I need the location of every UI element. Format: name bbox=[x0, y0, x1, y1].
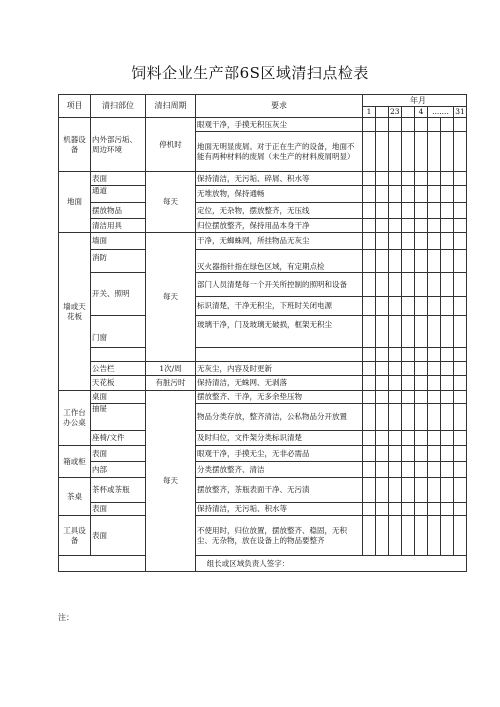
check-cell[interactable] bbox=[454, 362, 467, 376]
check-cell[interactable] bbox=[415, 186, 428, 203]
check-cell[interactable] bbox=[363, 273, 376, 297]
tea-req-cup: 摆放整齐，茶瓶表面干净、无污渍 bbox=[196, 478, 363, 503]
check-cell[interactable] bbox=[402, 431, 415, 446]
check-cell[interactable] bbox=[415, 376, 428, 391]
section-floor: 地面 bbox=[59, 172, 91, 233]
desk-part-top: 桌面 bbox=[91, 391, 146, 404]
check-cell[interactable] bbox=[363, 172, 376, 186]
check-cell[interactable] bbox=[376, 446, 389, 462]
check-cell[interactable] bbox=[363, 503, 376, 516]
section-tea: 茶桌 bbox=[59, 478, 91, 516]
check-cell[interactable] bbox=[454, 462, 467, 478]
check-cell[interactable] bbox=[454, 118, 467, 132]
check-cell[interactable] bbox=[441, 250, 454, 273]
check-cell[interactable] bbox=[415, 118, 428, 132]
check-cell[interactable] bbox=[454, 431, 467, 446]
floor-part-surface: 表面 bbox=[91, 172, 146, 186]
check-cell[interactable] bbox=[363, 376, 376, 391]
check-cell[interactable] bbox=[415, 404, 428, 431]
check-cell[interactable] bbox=[363, 348, 376, 362]
check-cell[interactable] bbox=[441, 446, 454, 462]
check-cell[interactable] bbox=[376, 186, 389, 203]
tea-part-cup: 茶杯或茶瓶 bbox=[91, 478, 146, 503]
header-project: 项目 bbox=[59, 95, 91, 118]
cabinet-part-surface: 表面 bbox=[91, 446, 146, 462]
floor-req-aisle: 无堆放物，保持通畅 bbox=[196, 186, 363, 203]
check-cell[interactable] bbox=[376, 219, 389, 233]
check-cell[interactable] bbox=[389, 391, 402, 404]
check-cell[interactable] bbox=[428, 446, 441, 462]
check-cell[interactable] bbox=[454, 478, 467, 503]
check-cell[interactable] bbox=[389, 250, 402, 273]
check-cell[interactable] bbox=[376, 503, 389, 516]
check-cell[interactable] bbox=[454, 391, 467, 404]
check-cell[interactable] bbox=[415, 172, 428, 186]
check-cell[interactable] bbox=[415, 233, 428, 250]
check-cell[interactable] bbox=[428, 233, 441, 250]
check-cell[interactable] bbox=[389, 446, 402, 462]
check-cell[interactable] bbox=[376, 203, 389, 219]
check-cell[interactable] bbox=[454, 219, 467, 233]
check-cell[interactable] bbox=[402, 478, 415, 503]
check-cell[interactable] bbox=[415, 446, 428, 462]
check-cell[interactable] bbox=[402, 316, 415, 348]
check-cell[interactable] bbox=[363, 362, 376, 376]
check-cell[interactable] bbox=[428, 462, 441, 478]
check-cell[interactable] bbox=[428, 219, 441, 233]
check-cell[interactable] bbox=[402, 118, 415, 132]
check-cell[interactable] bbox=[402, 503, 415, 516]
check-cell[interactable] bbox=[441, 273, 454, 297]
wall-part-ceiling: 天花板 bbox=[91, 376, 146, 391]
wall-cycle: 每天 bbox=[146, 233, 196, 362]
floor-part-tools: 清洁用具 bbox=[91, 219, 146, 233]
check-cell[interactable] bbox=[441, 203, 454, 219]
check-cell[interactable] bbox=[428, 297, 441, 316]
check-cell[interactable] bbox=[415, 431, 428, 446]
check-cell[interactable] bbox=[415, 132, 428, 172]
tool-part-surface: 表面 bbox=[91, 516, 146, 556]
check-cell[interactable] bbox=[376, 376, 389, 391]
check-cell[interactable] bbox=[441, 219, 454, 233]
check-cell[interactable] bbox=[454, 348, 467, 362]
check-cell[interactable] bbox=[415, 316, 428, 348]
check-cell[interactable] bbox=[402, 297, 415, 316]
check-cell[interactable] bbox=[415, 391, 428, 404]
check-cell[interactable] bbox=[441, 118, 454, 132]
section-machine: 机器设备 bbox=[59, 118, 91, 172]
wall-part-board-spacer bbox=[91, 348, 146, 362]
check-cell[interactable] bbox=[389, 297, 402, 316]
check-cell[interactable] bbox=[402, 462, 415, 478]
check-cell[interactable] bbox=[389, 478, 402, 503]
check-cell[interactable] bbox=[428, 391, 441, 404]
check-cell[interactable] bbox=[415, 462, 428, 478]
check-cell[interactable] bbox=[363, 250, 376, 273]
check-cell[interactable] bbox=[363, 391, 376, 404]
check-cell[interactable] bbox=[441, 391, 454, 404]
check-cell[interactable] bbox=[376, 431, 389, 446]
wall-req-surface: 干净，无蜘蛛网，所挂物品无灰尘 bbox=[196, 233, 363, 250]
tool-req-surface: 不使用时，归位放置，摆放整齐、稳固，无积尘、无杂物，放在设备上的物品要整齐 bbox=[196, 516, 363, 556]
section-wall: 墙或天花板 bbox=[59, 233, 91, 391]
check-cell[interactable] bbox=[441, 186, 454, 203]
check-cell[interactable] bbox=[441, 348, 454, 362]
check-cell[interactable] bbox=[389, 516, 402, 556]
header-requirement: 要求 bbox=[196, 95, 363, 118]
wall-part-fire: 消防 bbox=[91, 250, 146, 273]
floor-part-items: 摆放物品 bbox=[91, 203, 146, 219]
check-cell[interactable] bbox=[441, 376, 454, 391]
check-cell[interactable] bbox=[402, 132, 415, 172]
inspection-table bbox=[58, 94, 467, 572]
wall-part-notice: 公告栏 bbox=[91, 362, 146, 376]
check-cell[interactable] bbox=[441, 316, 454, 348]
section-tool: 工具设备 bbox=[59, 516, 91, 556]
check-cell[interactable] bbox=[363, 316, 376, 348]
check-cell[interactable] bbox=[402, 446, 415, 462]
day-2 bbox=[376, 107, 389, 118]
floor-req-surface: 保持清洁，无污垢、碎屑、积水等 bbox=[196, 172, 363, 186]
header-month: 年月 bbox=[363, 95, 467, 107]
check-cell[interactable] bbox=[441, 132, 454, 172]
wall-req-board-spacer bbox=[196, 348, 363, 362]
check-cell[interactable] bbox=[441, 297, 454, 316]
check-cell[interactable] bbox=[402, 404, 415, 431]
check-cell[interactable] bbox=[389, 219, 402, 233]
check-cell[interactable] bbox=[402, 362, 415, 376]
check-cell[interactable] bbox=[402, 376, 415, 391]
check-cell[interactable] bbox=[454, 316, 467, 348]
check-cell[interactable] bbox=[389, 362, 402, 376]
tea-part-surface: 表面 bbox=[91, 503, 146, 516]
check-cell[interactable] bbox=[454, 250, 467, 273]
check-cell[interactable] bbox=[415, 516, 428, 556]
check-cell[interactable] bbox=[454, 376, 467, 391]
check-cell[interactable] bbox=[376, 404, 389, 431]
check-cell[interactable] bbox=[376, 172, 389, 186]
check-cell[interactable] bbox=[376, 132, 389, 172]
check-cell[interactable] bbox=[454, 233, 467, 250]
wall-req-ceiling: 保持清洁，无蛛网、无剥落 bbox=[196, 376, 363, 391]
check-cell[interactable] bbox=[389, 118, 402, 132]
check-cell[interactable] bbox=[376, 316, 389, 348]
check-cell[interactable] bbox=[441, 172, 454, 186]
check-cell[interactable] bbox=[454, 273, 467, 297]
check-cell[interactable] bbox=[428, 132, 441, 172]
check-cell[interactable] bbox=[415, 203, 428, 219]
check-cell[interactable] bbox=[415, 478, 428, 503]
check-cell[interactable] bbox=[441, 362, 454, 376]
check-cell[interactable] bbox=[428, 516, 441, 556]
check-cell[interactable] bbox=[363, 404, 376, 431]
check-cell[interactable] bbox=[363, 186, 376, 203]
check-cell[interactable] bbox=[454, 404, 467, 431]
check-cell[interactable] bbox=[402, 250, 415, 273]
machine-part: 内外部污垢、周边环境 bbox=[91, 118, 146, 172]
check-cell[interactable] bbox=[402, 348, 415, 362]
check-cell[interactable] bbox=[389, 316, 402, 348]
check-cell[interactable] bbox=[376, 250, 389, 273]
check-cell[interactable] bbox=[376, 273, 389, 297]
check-cell[interactable] bbox=[389, 233, 402, 250]
machine-req-1: 眼观干净，手摸无积压灰尘 bbox=[196, 118, 363, 132]
check-cell[interactable] bbox=[454, 516, 467, 556]
check-cell[interactable] bbox=[402, 172, 415, 186]
check-cell[interactable] bbox=[402, 516, 415, 556]
machine-cycle: 停机时 bbox=[146, 118, 196, 172]
check-cell[interactable] bbox=[454, 446, 467, 462]
check-cell[interactable] bbox=[441, 478, 454, 503]
check-cell[interactable] bbox=[415, 348, 428, 362]
check-cell[interactable] bbox=[389, 172, 402, 186]
wall-req-switch-1: 部门人员清楚每一个开关所控制的照明和设备 bbox=[196, 273, 363, 297]
day-1: 1 bbox=[363, 107, 376, 118]
desk-req-top: 摆放整齐、干净，无多余垫压物 bbox=[196, 391, 363, 404]
desk-req-drawer: 物品分类存放，整齐清洁，公私物品分开放置 bbox=[196, 404, 363, 431]
desk-req-chair: 及时归位，文件架分类标识清楚 bbox=[196, 431, 363, 446]
floor-cycle: 每天 bbox=[146, 172, 196, 233]
day-dots: ....... bbox=[428, 107, 454, 118]
check-cell[interactable] bbox=[402, 273, 415, 297]
check-cell[interactable] bbox=[376, 362, 389, 376]
floor-req-items: 定位，无杂物，摆放整齐，无压线 bbox=[196, 203, 363, 219]
page-title: 饲料企业生产部6S区域清扫点检表 bbox=[131, 64, 369, 82]
check-cell[interactable] bbox=[389, 431, 402, 446]
desk-part-chair: 座椅/文件 bbox=[91, 431, 146, 446]
check-cell[interactable] bbox=[376, 233, 389, 250]
check-cell[interactable] bbox=[428, 503, 441, 516]
wall-part-switch: 开关、照明 bbox=[91, 273, 146, 316]
wall-part-door: 门窗 bbox=[91, 316, 146, 348]
check-cell[interactable] bbox=[428, 203, 441, 219]
check-cell[interactable] bbox=[363, 132, 376, 172]
check-cell[interactable] bbox=[389, 348, 402, 362]
check-cell[interactable] bbox=[389, 503, 402, 516]
wall-req-door: 玻璃干净，门及玻璃无破损，框架无积尘 bbox=[196, 316, 363, 348]
check-cell[interactable] bbox=[363, 516, 376, 556]
check-cell[interactable] bbox=[363, 219, 376, 233]
check-cell[interactable] bbox=[428, 316, 441, 348]
check-cell[interactable] bbox=[376, 348, 389, 362]
check-cell[interactable] bbox=[402, 391, 415, 404]
check-cell[interactable] bbox=[441, 503, 454, 516]
check-cell[interactable] bbox=[428, 186, 441, 203]
check-cell[interactable] bbox=[454, 503, 467, 516]
check-cell[interactable] bbox=[363, 462, 376, 478]
check-cell[interactable] bbox=[363, 203, 376, 219]
check-cell[interactable] bbox=[415, 297, 428, 316]
check-cell[interactable] bbox=[454, 172, 467, 186]
check-cell[interactable] bbox=[428, 348, 441, 362]
check-cell[interactable] bbox=[363, 431, 376, 446]
wall-req-switch-2: 标识清楚，干净无积尘，下班时关闭电源 bbox=[196, 297, 363, 316]
check-cell[interactable] bbox=[441, 404, 454, 431]
check-cell[interactable] bbox=[389, 404, 402, 431]
check-cell[interactable] bbox=[389, 132, 402, 172]
check-cell[interactable] bbox=[363, 297, 376, 316]
check-cell[interactable] bbox=[454, 203, 467, 219]
check-cell[interactable] bbox=[428, 376, 441, 391]
check-cell[interactable] bbox=[428, 478, 441, 503]
section-cabinet: 箱或柜 bbox=[59, 446, 91, 478]
check-cell[interactable] bbox=[441, 431, 454, 446]
check-cell[interactable] bbox=[376, 478, 389, 503]
check-cell[interactable] bbox=[441, 462, 454, 478]
day-blank bbox=[402, 107, 415, 118]
check-cell[interactable] bbox=[441, 516, 454, 556]
wall-part-surface: 墙面 bbox=[91, 233, 146, 250]
check-cell[interactable] bbox=[402, 186, 415, 203]
check-cell[interactable] bbox=[428, 118, 441, 132]
check-cell[interactable] bbox=[376, 391, 389, 404]
check-cell[interactable] bbox=[389, 376, 402, 391]
wall-req-notice: 无灰尘，内容及时更新 bbox=[196, 362, 363, 376]
day-3: 23 bbox=[390, 107, 400, 116]
check-cell[interactable] bbox=[415, 250, 428, 273]
check-cell[interactable] bbox=[376, 297, 389, 316]
check-cell[interactable] bbox=[428, 250, 441, 273]
floor-req-tools: 归位摆放整齐，保持用品本身干净 bbox=[196, 219, 363, 233]
check-cell[interactable] bbox=[428, 172, 441, 186]
check-cell[interactable] bbox=[389, 186, 402, 203]
floor-part-aisle: 通道 bbox=[91, 186, 146, 203]
check-cell[interactable] bbox=[428, 273, 441, 297]
check-cell[interactable] bbox=[441, 233, 454, 250]
check-cell[interactable] bbox=[376, 462, 389, 478]
check-cell[interactable] bbox=[376, 516, 389, 556]
day-31: 31 bbox=[455, 107, 465, 116]
day-4: 4 bbox=[415, 107, 428, 118]
check-cell[interactable] bbox=[389, 273, 402, 297]
check-cell[interactable] bbox=[389, 203, 402, 219]
desk-cycle: 每天 bbox=[146, 391, 196, 572]
header-cycle: 清扫周期 bbox=[146, 95, 196, 118]
wall-cycle-notice: 1次/周 bbox=[146, 362, 196, 376]
check-cell[interactable] bbox=[428, 404, 441, 431]
check-cell[interactable] bbox=[428, 362, 441, 376]
note-label: 注： bbox=[58, 613, 74, 622]
check-cell[interactable] bbox=[454, 186, 467, 203]
cabinet-req-surface: 眼观干净，手摸无尘，无非必需品 bbox=[196, 446, 363, 462]
check-cell[interactable] bbox=[415, 273, 428, 297]
wall-cycle-ceiling: 有脏污时 bbox=[146, 376, 196, 391]
check-cell[interactable] bbox=[363, 446, 376, 462]
desk-part-drawer: 抽屉 bbox=[91, 404, 146, 431]
machine-req-2: 地面无明显废屑。对于正在生产的设备，地面不能有两种材料的废屑（未生产的材料废屑明显） bbox=[196, 132, 363, 172]
check-cell[interactable] bbox=[402, 233, 415, 250]
check-cell[interactable] bbox=[376, 118, 389, 132]
check-cell[interactable] bbox=[415, 219, 428, 233]
section-desk: 工作台办公桌 bbox=[59, 391, 91, 446]
signature-row: 组长或区域负责人签字： bbox=[59, 556, 467, 572]
check-cell[interactable] bbox=[415, 503, 428, 516]
tea-req-surface: 保持清洁，无污垢、积水等 bbox=[196, 503, 363, 516]
header-part: 清扫部位 bbox=[91, 95, 146, 118]
check-cell[interactable] bbox=[454, 132, 467, 172]
check-cell[interactable] bbox=[363, 233, 376, 250]
check-cell[interactable] bbox=[402, 219, 415, 233]
wall-req-fire: 灭火器指针指在绿色区域，有定期点检 bbox=[196, 250, 363, 273]
check-cell[interactable] bbox=[389, 462, 402, 478]
check-cell[interactable] bbox=[363, 118, 376, 132]
check-cell[interactable] bbox=[415, 362, 428, 376]
cabinet-req-inside: 分类摆放整齐、清洁 bbox=[196, 462, 363, 478]
check-cell[interactable] bbox=[363, 478, 376, 503]
check-cell[interactable] bbox=[428, 431, 441, 446]
check-cell[interactable] bbox=[454, 297, 467, 316]
cabinet-part-inside: 内部 bbox=[91, 462, 146, 478]
check-cell[interactable] bbox=[402, 203, 415, 219]
